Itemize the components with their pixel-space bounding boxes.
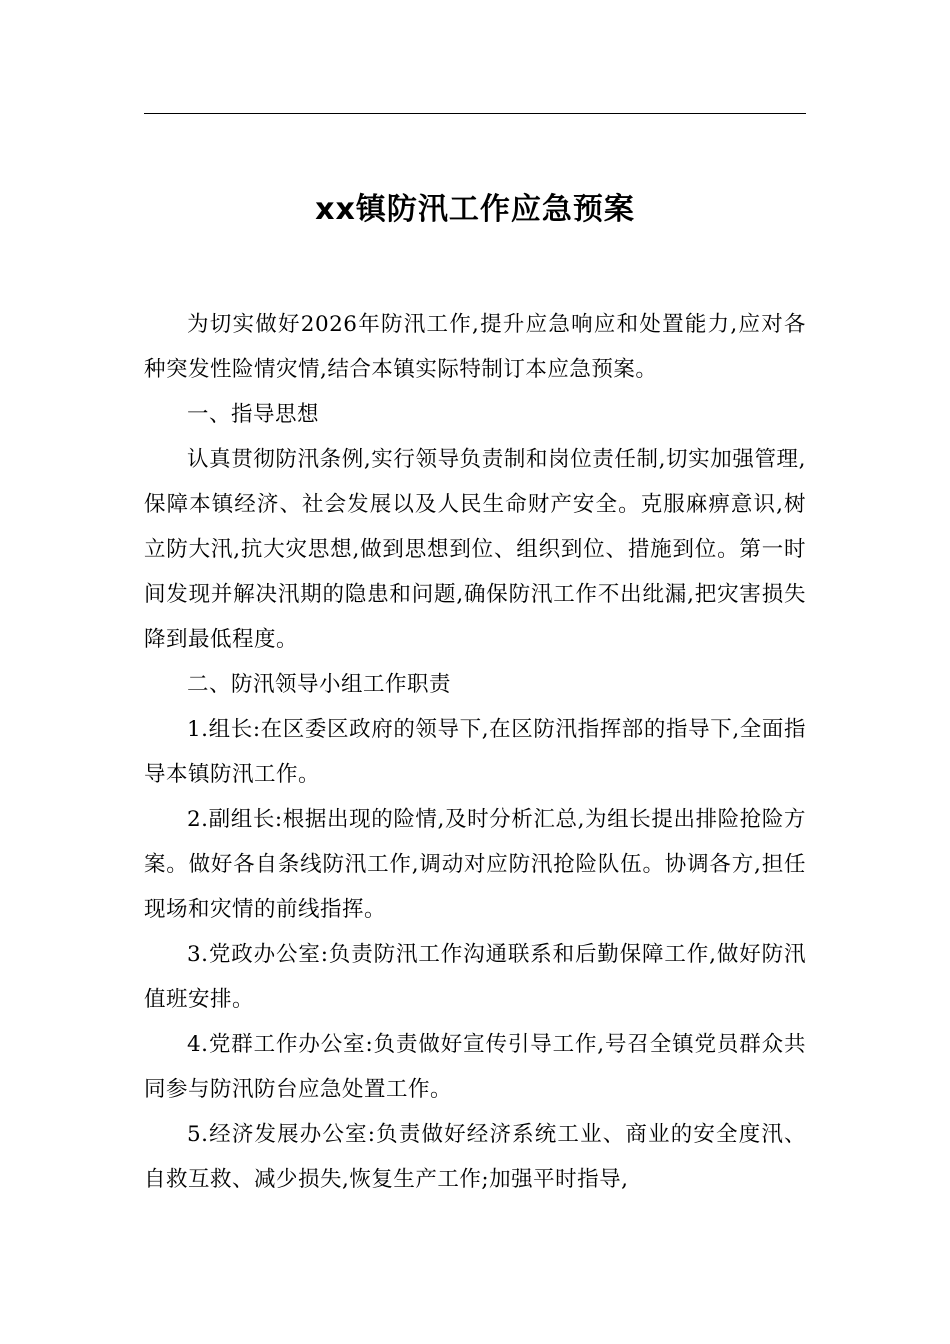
header-rule <box>144 113 806 114</box>
section-heading-leadership-duties: 二、防汛领导小组工作职责 <box>187 672 452 697</box>
duty-item-economic-development-office: 5.经济发展办公室:负责做好经济系统工业、商业的安全度汛、自救互救、减少损失,恢复生产工作;加强平时指导, <box>144 1122 806 1192</box>
duty-item-leader: 1.组长:在区委区政府的领导下,在区防汛指挥部的指导下,全面指导本镇防汛工作。 <box>144 717 806 787</box>
section-heading-guiding-ideology: 一、指导思想 <box>187 402 320 427</box>
intro-paragraph: 为切实做好2026年防汛工作,提升应急响应和处置能力,应对各种突发性险情灾情,结合本镇实际特制订本应急预案。 <box>144 312 806 382</box>
section-paragraph-guiding-ideology: 认真贯彻防汛条例,实行领导负责制和岗位责任制,切实加强管理,保障本镇经济、社会发展以及人民生命财产安全。克服麻痹意识,树立防大汛,抗大灾思想,做到思想到位、组织到位、措施到位。第一时间发现并解决汛期的隐患和问题,确保防汛工作不出纰漏,把灾害损失降到最低程度。 <box>144 447 806 652</box>
document-body <box>144 302 806 1202</box>
duty-item-deputy-leader: 2.副组长:根据出现的险情,及时分析汇总,为组长提出排险抢险方案。做好各自条线防汛工作,调动对应防汛抢险队伍。协调各方,担任现场和灾情的前线指挥。 <box>144 807 806 922</box>
duty-item-party-government-office: 3.党政办公室:负责防汛工作沟通联系和后勤保障工作,做好防汛值班安排。 <box>144 942 806 1012</box>
duty-item-party-mass-office: 4.党群工作办公室:负责做好宣传引导工作,号召全镇党员群众共同参与防汛防台应急处置工作。 <box>144 1032 806 1102</box>
document-title: xx镇防汛工作应急预案 <box>315 192 635 227</box>
